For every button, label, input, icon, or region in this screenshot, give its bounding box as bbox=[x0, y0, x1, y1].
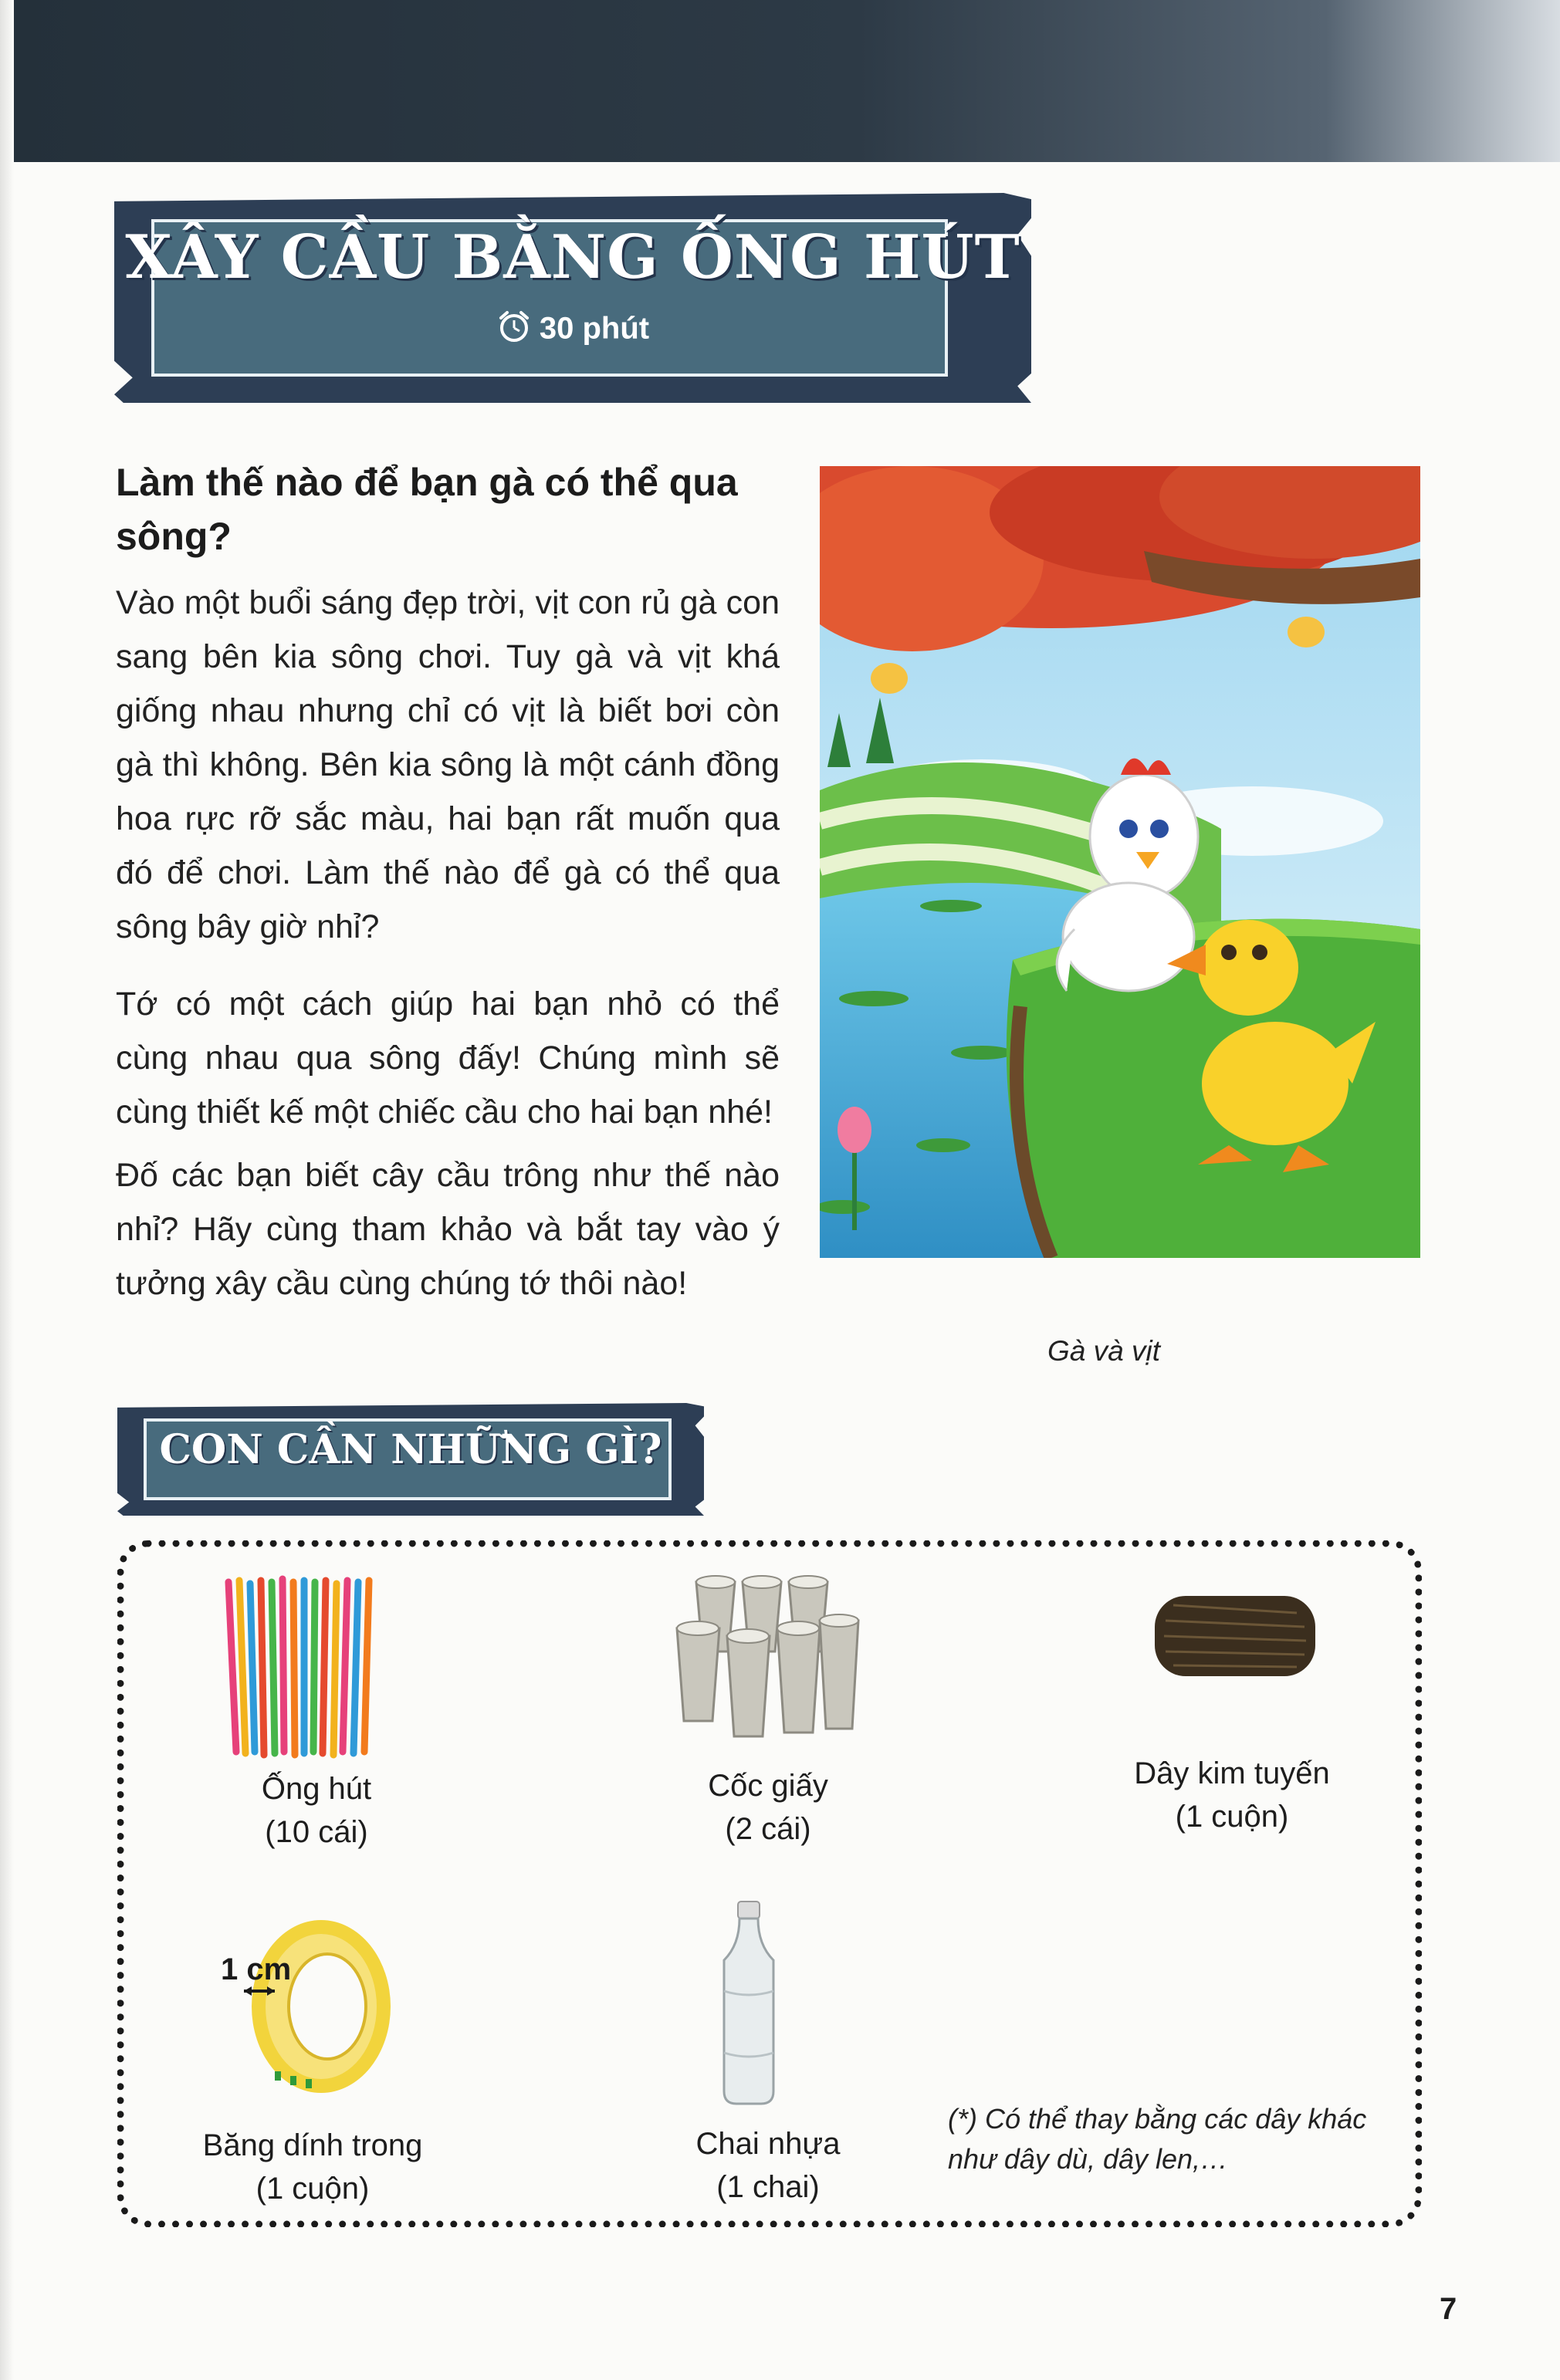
intro-paragraph-3: Đố các bạn biết cây cầu trông như thế nào nhỉ? Hãy cùng tham khảo và bắt tay vào ý tưởng xây cầu cùng chúng tớ thôi nào! bbox=[116, 1157, 780, 1302]
material-name: Ống hút bbox=[261, 1772, 372, 1806]
material-qty: (1 chai) bbox=[716, 2170, 820, 2204]
material-qty: (1 cuộn) bbox=[1175, 1800, 1289, 1834]
material-straws bbox=[178, 1767, 455, 1854]
chicken-and-duck-illustration bbox=[820, 466, 1420, 1258]
material-qty: (2 cái) bbox=[725, 1812, 811, 1846]
material-name: Băng dính trong bbox=[202, 2128, 423, 2162]
materials-note: (*) Có thể thay bằng các dây khác như dây dù, dây len,… bbox=[948, 2103, 1367, 2175]
paper-cups-icon bbox=[673, 1567, 866, 1756]
image-caption: Gà và vịt bbox=[1047, 1335, 1160, 1367]
materials-heading: CON CẦN NHỮNG GÌ? bbox=[159, 1426, 662, 1473]
duration-label bbox=[114, 309, 1031, 352]
tape-measure-label: 1 cm bbox=[221, 1952, 292, 1986]
intro-paragraph-1: Vào một buổi sáng đẹp trời, vịt con rủ gà con sang bên kia sông chơi. Tuy gà và vịt khá giống nhau nhưng chỉ có vịt là biết bơi còn gà thì không. Bên kia sông là một cánh đồng hoa rực rỡ sắc màu, hai bạn rất muốn qua đó để chơi. Làm thế nào để gà có thể qua sông bây giờ nhỉ? bbox=[116, 584, 780, 945]
page-title: XÂY CẦU BẰNG ỐNG HÚT bbox=[125, 222, 1020, 292]
material-name: Cốc giấy bbox=[708, 1769, 828, 1803]
materials-banner bbox=[117, 1403, 704, 1516]
straws-icon bbox=[218, 1574, 387, 1763]
title-banner bbox=[114, 193, 1031, 403]
material-name: Dây kim tuyến bbox=[1134, 1756, 1330, 1790]
material-paper-cups bbox=[629, 1764, 907, 1851]
material-name: Chai nhựa bbox=[695, 2127, 841, 2161]
material-qty: (10 cái) bbox=[265, 1815, 368, 1849]
material-string bbox=[1093, 1752, 1371, 1838]
intro-paragraph-2: Tớ có một cách giúp hai bạn nhỏ có thể cùng nhau qua sông đấy! Chúng mình sẽ cùng thiết kế một chiếc cầu cho hai bạn nhé! bbox=[116, 985, 780, 1131]
string-roll-icon bbox=[1150, 1590, 1320, 1686]
tape-roll-icon bbox=[221, 1906, 398, 2103]
intro-question: Làm thế nào để bạn gà có thể qua sông? bbox=[116, 461, 738, 558]
duration-text: 30 phút bbox=[539, 311, 650, 346]
page-gutter-shadow bbox=[0, 0, 14, 2380]
top-dark-band bbox=[0, 0, 1560, 162]
plastic-bottle-icon bbox=[710, 1898, 787, 2111]
material-qty: (1 cuộn) bbox=[255, 2172, 370, 2206]
material-tape bbox=[174, 2124, 452, 2210]
page-number: 7 bbox=[1440, 2292, 1457, 2326]
alarm-clock-icon bbox=[496, 309, 532, 352]
material-bottle bbox=[629, 2122, 907, 2209]
